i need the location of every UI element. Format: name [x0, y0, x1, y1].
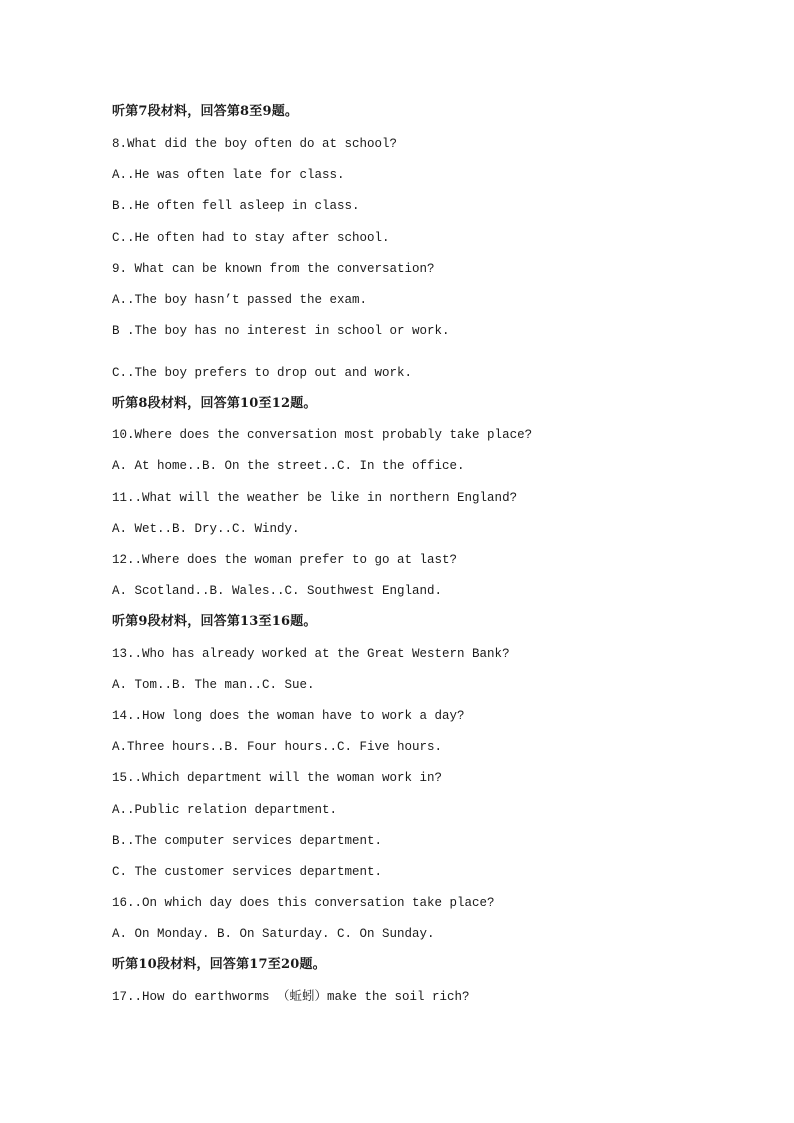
- option-line: C. The customer services department.: [112, 865, 383, 879]
- question-12: 12..Where does the woman prefer to go at last?: [112, 553, 458, 567]
- option-line: A. Scotland..B. Wales..C. Southwest England.: [112, 584, 443, 598]
- option-line: B..The computer services department.: [112, 834, 383, 848]
- option-line: A. On Monday. B. On Saturday. C. On Sunday.: [112, 927, 435, 941]
- option-line: A. At home..B. On the street..C. In the office.: [112, 459, 465, 473]
- question-17: 17..How do earthworms （蚯蚓）make the soil rich?: [112, 990, 470, 1004]
- option-line: A..The boy hasn’t passed the exam.: [112, 293, 368, 307]
- option-line: A. Tom..B. The man..C. Sue.: [112, 678, 315, 692]
- section-heading: 听第7段材料，回答第8至9题。: [112, 104, 299, 119]
- question-8: 8.What did the boy often do at school?: [112, 137, 398, 151]
- question-16: 16..On which day does this conversation take place?: [112, 896, 495, 910]
- option-line: A..Public relation department.: [112, 803, 338, 817]
- option-line: C..He often had to stay after school.: [112, 231, 390, 245]
- option-line: C..The boy prefers to drop out and work.: [112, 366, 413, 380]
- option-line: B .The boy has no interest in school or work.: [112, 324, 450, 338]
- section-heading: 听第8段材料，回答第10至12题。: [112, 396, 317, 411]
- question-10: 10.Where does the conversation most probably take place?: [112, 428, 533, 442]
- question-9: 9. What can be known from the conversation?: [112, 262, 435, 276]
- question-13: 13..Who has already worked at the Great Western Bank?: [112, 647, 510, 661]
- option-line: B..He often fell asleep in class.: [112, 199, 360, 213]
- option-line: A..He was often late for class.: [112, 168, 345, 182]
- section-heading: 听第10段材料，回答第17至20题。: [112, 957, 326, 972]
- section-heading: 听第9段材料，回答第13至16题。: [112, 614, 317, 629]
- question-11: 11..What will the weather be like in northern England?: [112, 491, 518, 505]
- option-line: A.Three hours..B. Four hours..C. Five hours.: [112, 740, 443, 754]
- question-14: 14..How long does the woman have to work a day?: [112, 709, 465, 723]
- option-line: A. Wet..B. Dry..C. Windy.: [112, 522, 300, 536]
- question-15: 15..Which department will the woman work in?: [112, 771, 443, 785]
